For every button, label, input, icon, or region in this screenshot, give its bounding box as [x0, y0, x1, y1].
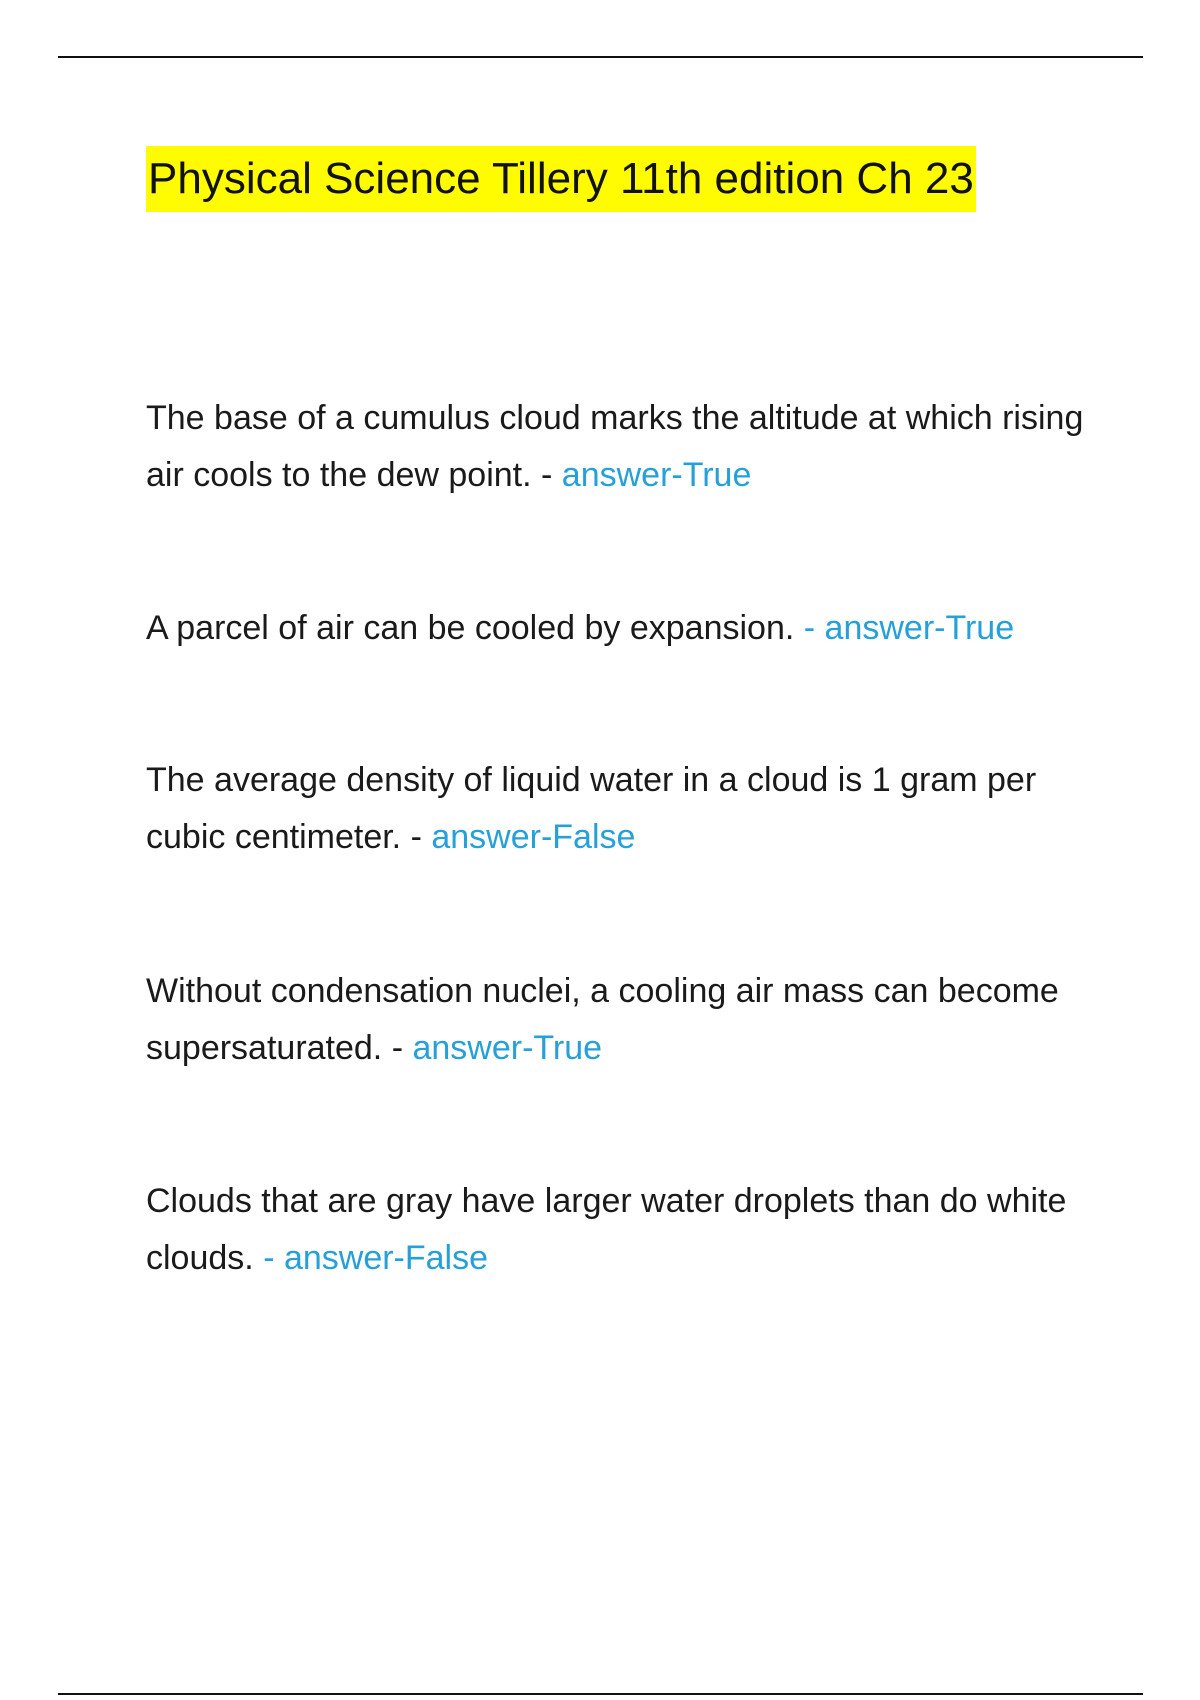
- question-text: The average density of liquid water in a cloud is 1 gram per cubic centimeter. -: [146, 761, 1037, 856]
- question-text: A parcel of air can be cooled by expansion.: [146, 609, 804, 647]
- question-text: Without condensation nuclei, a cooling air mass can become supersaturated. -: [146, 972, 1059, 1067]
- question-text: Clouds that are gray have larger water droplets than do white clouds.: [146, 1182, 1067, 1277]
- qa-item: [146, 600, 1106, 657]
- top-rule: [58, 56, 1143, 58]
- question-text: The base of a cumulus cloud marks the altitude at which rising air cools to the dew point. -: [146, 399, 1084, 494]
- answer-text: - answer-False: [263, 1239, 489, 1277]
- qa-item: [146, 390, 1106, 504]
- bottom-rule: [58, 1693, 1143, 1695]
- answer-text: answer-True: [412, 1029, 603, 1067]
- qa-item: [146, 963, 1106, 1077]
- qa-item: [146, 752, 1106, 866]
- answer-text: - answer-True: [803, 609, 1015, 647]
- answer-text: answer-False: [431, 818, 636, 856]
- document-title: Physical Science Tillery 11th edition Ch 23: [146, 146, 976, 212]
- answer-text: answer-True: [561, 456, 752, 494]
- qa-item: [146, 1173, 1106, 1287]
